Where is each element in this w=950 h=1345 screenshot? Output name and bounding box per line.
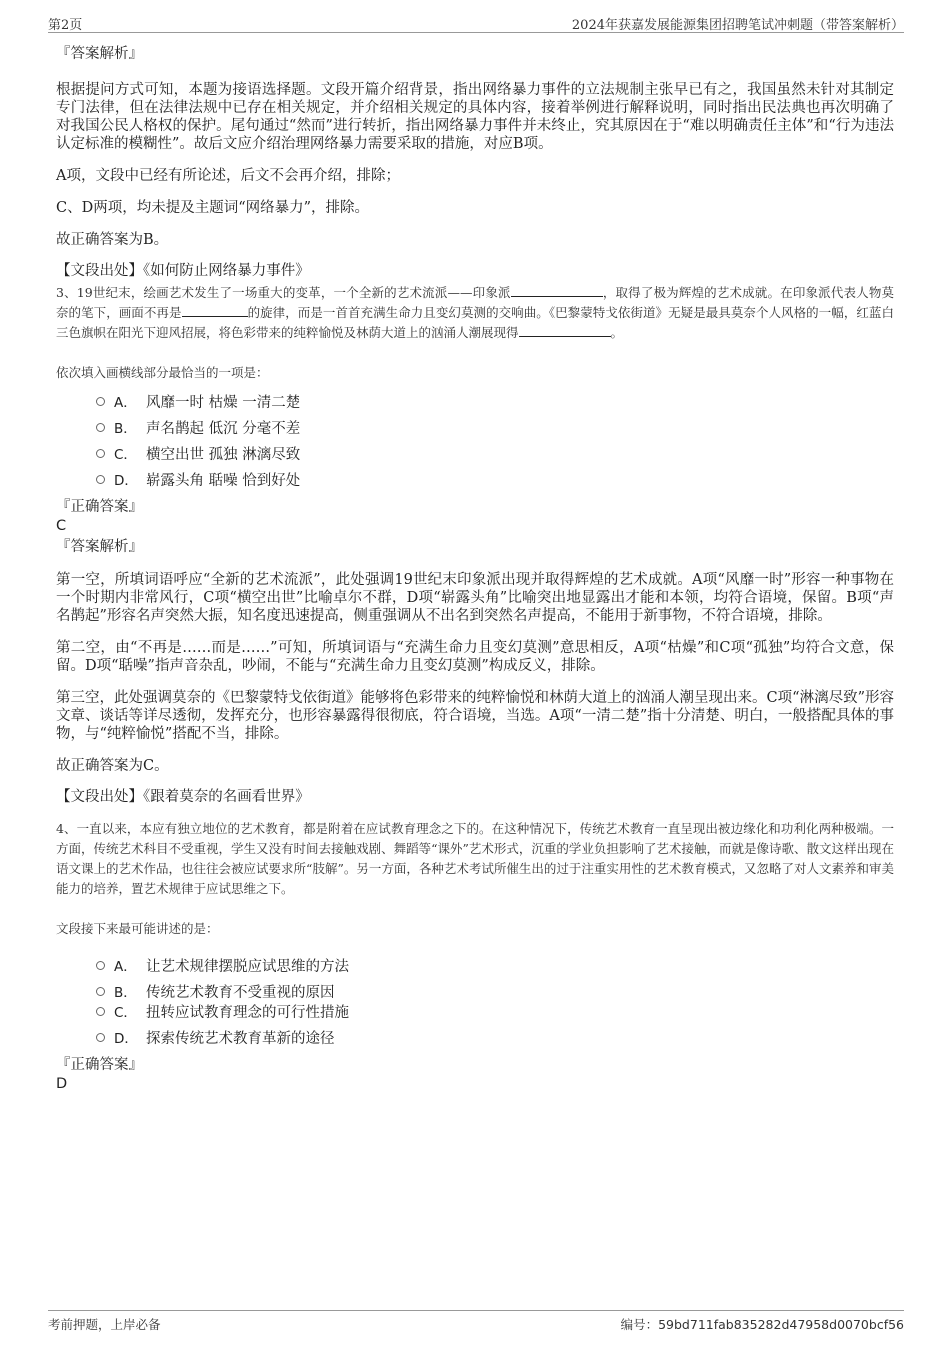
q3-blank-3 [519, 324, 611, 337]
q3-analysis-label: 『答案解析』 [56, 539, 143, 555]
q3-blank-1 [511, 284, 603, 297]
q3-analysis-p1: 第一空，所填词语呼应“全新的艺术流派”，此处强调19世纪末印象派出现并取得辉煌的艺术成就。A项“风靡一时”形容一种事物在一个时期内非常风行，C项“横空出世”比喻卓尔不群，D项“崭露头角”比喻突出地显露出才能和本领，均符合语境，保留。B项“声名鹊起”形容名声突然大振，知名度迅速提高，侧重强调从不出名到突然名声提高，不能用于新事物，不符合语境，排除。 [56, 572, 894, 624]
radio-icon[interactable] [96, 475, 105, 484]
question-4-stem: 4、一直以来，本应有独立地位的艺术教育，都是附着在应试教育理念之下的。在这种情况下，传统艺术教育一直呈现出被边缘化和功利化两种极端。一方面，传统艺术科目不受重视，学生又没有时间去接触戏剧、舞蹈等“课外”艺术形式，沉重的学业负担影响了艺术接触，而就是像诗歌、散文这样出现在语文课上的艺术作品，也往往会被应试要求所“肢解”。另一方面，各种艺术考试所催生出的过于注重实用性的艺术教育模式，又忽略了对人文素养和审美能力的培养，置艺术规律于应试思维之下。 [56, 821, 894, 896]
prev-analysis-p2: A项，文段中已经有所论述，后文不会再介绍，排除； [56, 168, 400, 184]
radio-icon[interactable] [96, 961, 105, 970]
q3-blank-2 [182, 304, 248, 317]
footer-slogan: 考前押题，上岸必备 [48, 1317, 161, 1332]
q4-option-c[interactable]: C． 扭转应试教育理念的可行性措施 [56, 999, 894, 1025]
question-4-ask: 文段接下来最可能讲述的是： [56, 921, 219, 936]
q4-correct-label: 『正确答案』 [56, 1057, 143, 1073]
q3-analysis-p4: 故正确答案为C。 [56, 758, 169, 774]
q4-option-b[interactable]: B． 传统艺术教育不受重视的原因 [56, 979, 894, 999]
q3-source: 【文段出处】《跟着莫奈的名画看世界》 [56, 789, 310, 805]
question-4-options [56, 953, 894, 1051]
radio-icon[interactable] [96, 397, 105, 406]
q3-text-b: ，取得了极为辉煌的艺术成就。在印象派代表人物莫奈的笔下，画面不再是 [56, 285, 894, 320]
q3-analysis-p3: 第三空，此处强调莫奈的《巴黎蒙特戈依街道》能够将色彩带来的纯粹愉悦和林荫大道上的汹涌人潮呈现出来。C项“淋漓尽致”形容文章、谈话等详尽透彻，发挥充分，也形容暴露得很彻底，符合语境，当选。A项“一清二楚”指十分清楚、明白，一般搭配具体的事物，与“纯粹愉悦”搭配不当，排除。 [56, 690, 894, 742]
page-header [48, 12, 904, 33]
footer-code [621, 1315, 904, 1333]
radio-icon[interactable] [96, 423, 105, 432]
q3-analysis-p2: 第二空，由“不再是……而是……”可知，所填词语与“充满生命力且变幻莫测”意思相反，A项“枯燥”和C项“孤独”均符合文意，保留。D项“聒噪”指声音杂乱，吵闹，不能与“充满生命力且变幻莫测”构成反义，排除。 [56, 640, 894, 674]
q3-correct-label: 『正确答案』 [56, 499, 143, 515]
q3-text-c: 的旋律，而是一首首充满生命力且变幻莫测的交响曲。《巴黎蒙特戈依街道》无疑是最具莫奈个人风格的一幅，红蓝白三色旗帜在阳光下迎风招展，将色彩带来的纯粹愉悦及林荫大道上的汹涌人潮展现得 [56, 305, 894, 340]
question-3-ask: 依次填入画横线部分最恰当的一项是： [56, 365, 269, 380]
q3-option-b[interactable]: B． 声名鹊起 低沉 分毫不差 [56, 415, 894, 441]
q3-answer: C [56, 518, 67, 534]
q3-option-c[interactable]: C． 横空出世 孤独 淋漓尽致 [56, 441, 894, 467]
q4-answer: D [56, 1076, 68, 1092]
prev-analysis-p4: 故正确答案为B。 [56, 232, 169, 248]
prev-analysis-p1: 根据提问方式可知，本题为接语选择题。文段开篇介绍背景，指出网络暴力事件的立法规制主张早已有之，我国虽然未针对其制定专门法律，但在法律法规中已存在相关规定，并介绍相关规定的具体内容，接着举例进行解释说明，同时指出民法典也再次明确了对我国公民人格权的保护。尾句通过“然而”进行转折，指出网络暴力事件并未终止，究其原因在于“难以明确责任主体”和“行为违法认定标准的模糊性”。故后文应介绍治理网络暴力需要采取的措施，对应B项。 [56, 82, 894, 152]
prev-analysis-p3: C、D两项，均未提及主题词“网络暴力”，排除。 [56, 200, 370, 216]
question-3-options [56, 389, 894, 493]
radio-icon[interactable] [96, 1033, 105, 1042]
q3-option-a[interactable]: A． 风靡一时 枯燥 一清二楚 [56, 389, 894, 415]
prev-source: 【文段出处】《如何防止网络暴力事件》 [56, 263, 310, 279]
q3-text-a: 3、19世纪末，绘画艺术发生了一场重大的变革，一个全新的艺术流派——印象派 [56, 285, 511, 300]
q3-option-d[interactable]: D． 崭露头角 聒噪 恰到好处 [56, 467, 894, 493]
prev-analysis-label: 『答案解析』 [56, 46, 143, 62]
page-number: 第2页 [48, 18, 83, 33]
footer-code-label: 编号： [620, 1317, 659, 1332]
radio-icon[interactable] [96, 987, 105, 996]
page-content [56, 44, 894, 1093]
footer-code-value: 59bd711fab835282d47958d0070bcf56 [658, 1317, 904, 1332]
q3-text-d: 。 [610, 325, 624, 340]
radio-icon[interactable] [96, 1007, 105, 1016]
q4-option-d[interactable]: D． 探索传统艺术教育革新的途径 [56, 1025, 894, 1051]
q4-option-a[interactable]: A． 让艺术规律摆脱应试思维的方法 [56, 953, 894, 979]
radio-icon[interactable] [96, 449, 105, 458]
document-title: 2024年获嘉发展能源集团招聘笔试冲刺题（带答案解析） [571, 18, 904, 33]
question-3-stem [56, 283, 894, 343]
page-footer [48, 1310, 904, 1335]
